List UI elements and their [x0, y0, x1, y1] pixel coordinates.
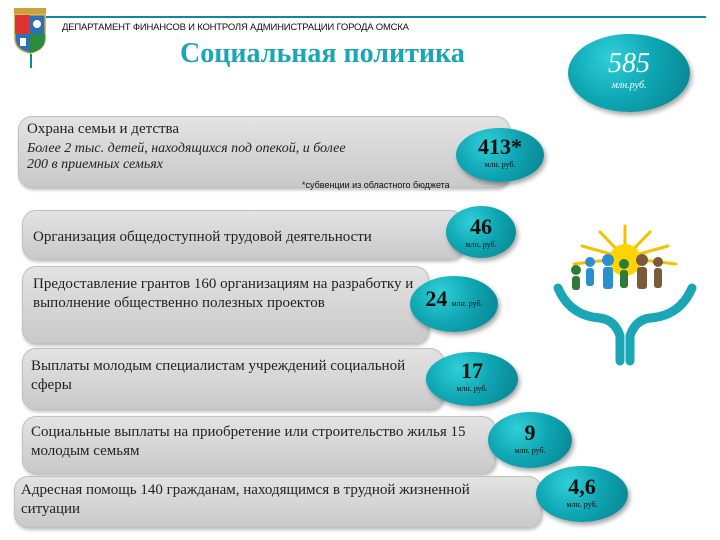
header-rule: [46, 16, 706, 18]
amount-badge: [456, 128, 544, 182]
item-text: Предоставление грантов 160 организациям на разработку и выполнение общественно полезных проектов: [33, 276, 414, 311]
item-text: Социальные выплаты на приобретение или строительство жилья 15 молодым семьям: [31, 424, 466, 459]
amount-badge: [446, 206, 516, 258]
amount-unit: млн. руб.: [451, 299, 483, 308]
total-unit: млн.руб.: [611, 80, 647, 91]
footnote: *субвенции из областного бюджета: [302, 180, 450, 190]
amount-unit: млн. руб.: [566, 500, 598, 509]
amount-unit: млн. руб.: [484, 160, 516, 169]
item-panel-targeted-aid: [14, 476, 542, 528]
amount-badge: [488, 412, 572, 468]
department-name: ДЕПАРТАМЕНТ ФИНАНСОВ И КОНТРОЛЯ АДМИНИСТРАЦИИ ГОРОДА ОМСКА: [62, 22, 409, 33]
amount-value: 413*: [478, 134, 522, 159]
item-heading: Охрана семьи и детства: [27, 121, 180, 137]
item-panel-grants: [22, 266, 429, 344]
amount-unit: млн. руб.: [514, 446, 546, 455]
city-crest-icon: [12, 8, 48, 54]
total-amount-badge: [568, 34, 690, 112]
item-text: Адресная помощь 140 гражданам, находящимся в трудной жизненной ситуации: [21, 482, 470, 517]
page-title: Социальная политика: [180, 38, 465, 69]
item-panel-housing: [22, 416, 496, 474]
item-panel-young-specialists: [22, 348, 444, 410]
item-text: Более 2 тыс. детей, находящихся под опекой, и более 200 в приемных семьях: [27, 141, 346, 172]
amount-value: 24: [425, 286, 448, 311]
amount-value: 4,6: [568, 474, 596, 499]
amount-value: 9: [524, 420, 536, 445]
amount-badge: [426, 352, 518, 406]
item-text: Организация общедоступной трудовой деятельности: [33, 229, 372, 245]
amount-badge: [536, 466, 628, 522]
family-hands-icon: [540, 196, 710, 366]
header-divider: [30, 54, 32, 68]
item-panel-employment: [22, 210, 464, 260]
amount-unit: млн. руб.: [465, 240, 497, 249]
amount-value: 17: [461, 358, 483, 383]
item-text: Выплаты молодым специалистам учреждений социальной сферы: [31, 358, 406, 393]
amount-value: 46: [470, 214, 492, 239]
total-amount: 585: [608, 48, 650, 79]
amount-badge: [410, 276, 498, 332]
item-panel-family-protection: [18, 116, 510, 188]
amount-unit: млн. руб.: [456, 384, 488, 393]
